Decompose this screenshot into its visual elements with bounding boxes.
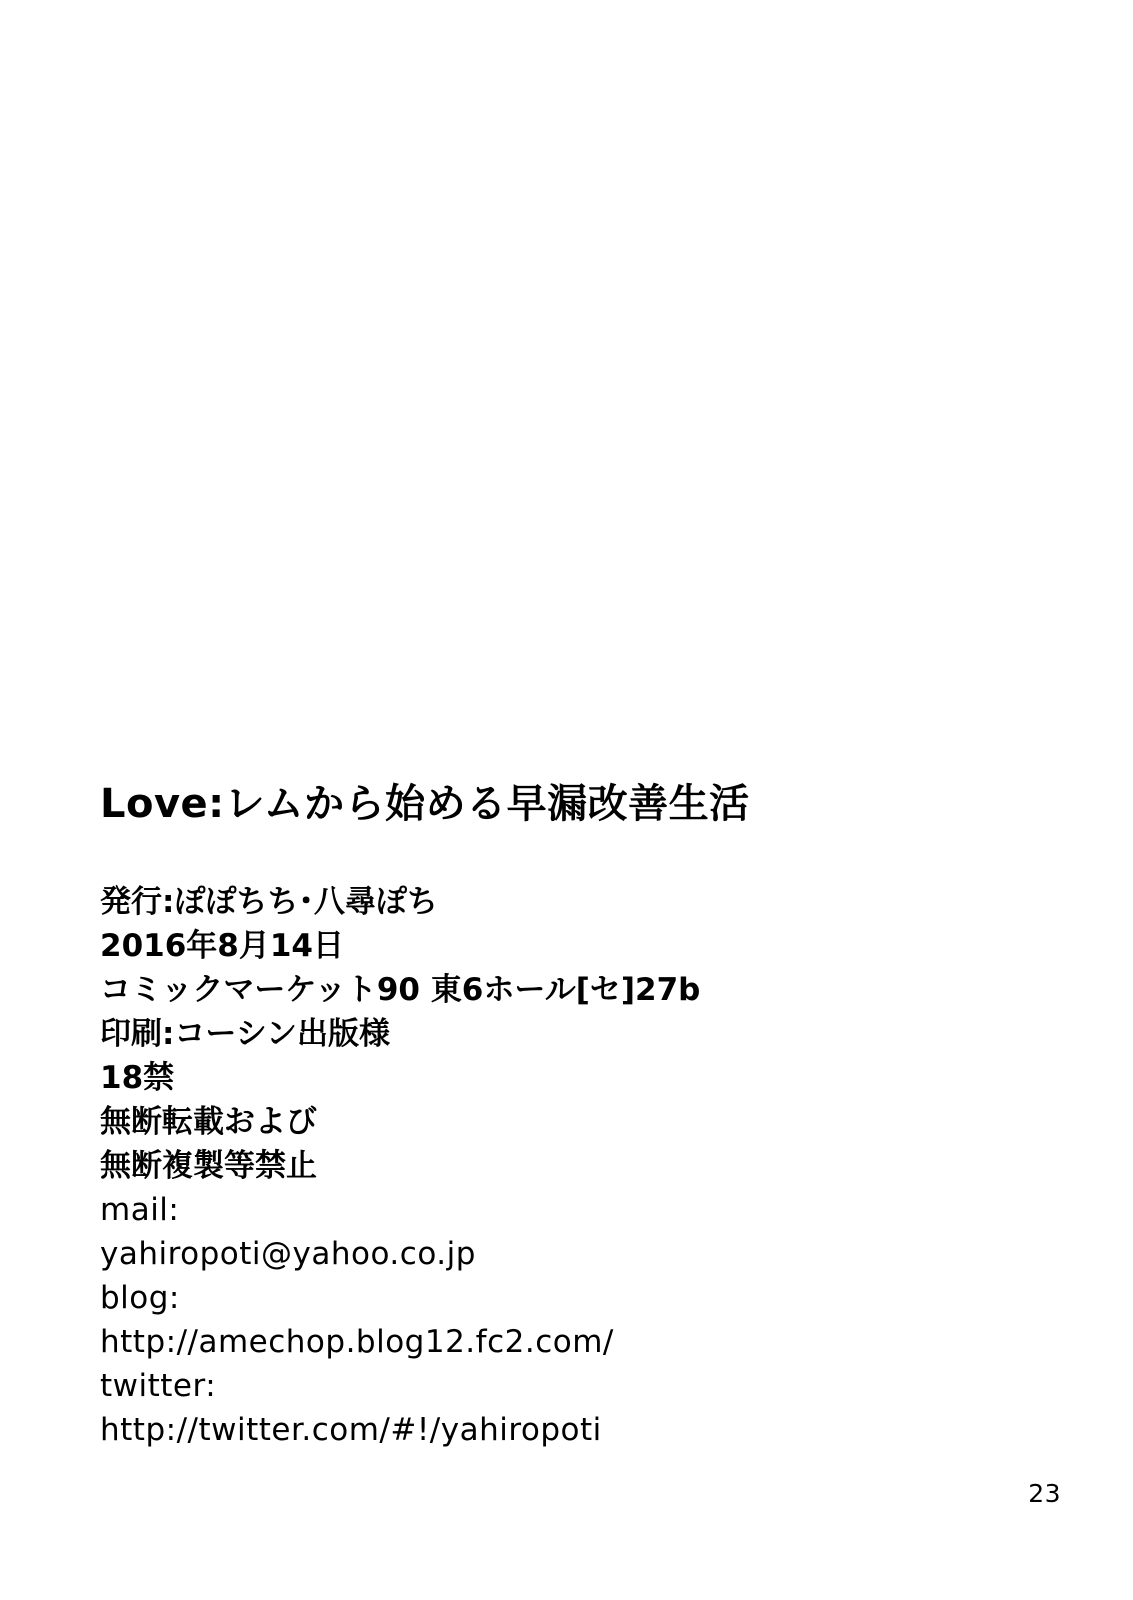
credits-list [100,880,1000,1452]
page-title: Love:レムから始める早漏改善生活 [100,781,750,827]
credit-line-mail-value: yahiropoti@yahoo.co.jp [100,1236,476,1272]
colophon-block [100,780,1000,1452]
credit-line-no-reprint: 無断転載および [100,1104,317,1140]
credit-line-event: コミックマーケット90 東6ホール[セ]27b [100,972,701,1008]
credit-line-blog-label: blog: [100,1280,180,1316]
credit-line-no-copy: 無断複製等禁止 [100,1148,317,1184]
page-number: 23 [1028,1479,1061,1508]
credit-line-twitter-value: http://twitter.com/#!/yahiropoti [100,1412,602,1448]
credit-line-publisher: 発行:ぽぽちち･八尋ぽち [100,884,438,920]
credit-line-printer: 印刷:コーシン出版様 [100,1016,391,1052]
credit-line-age-rating: 18禁 [100,1060,175,1096]
credit-line-blog-value: http://amechop.blog12.fc2.com/ [100,1324,614,1360]
credit-line-date: 2016年8月14日 [100,928,344,964]
credit-line-mail-label: mail: [100,1192,180,1228]
credit-line-twitter-label: twitter: [100,1368,217,1404]
